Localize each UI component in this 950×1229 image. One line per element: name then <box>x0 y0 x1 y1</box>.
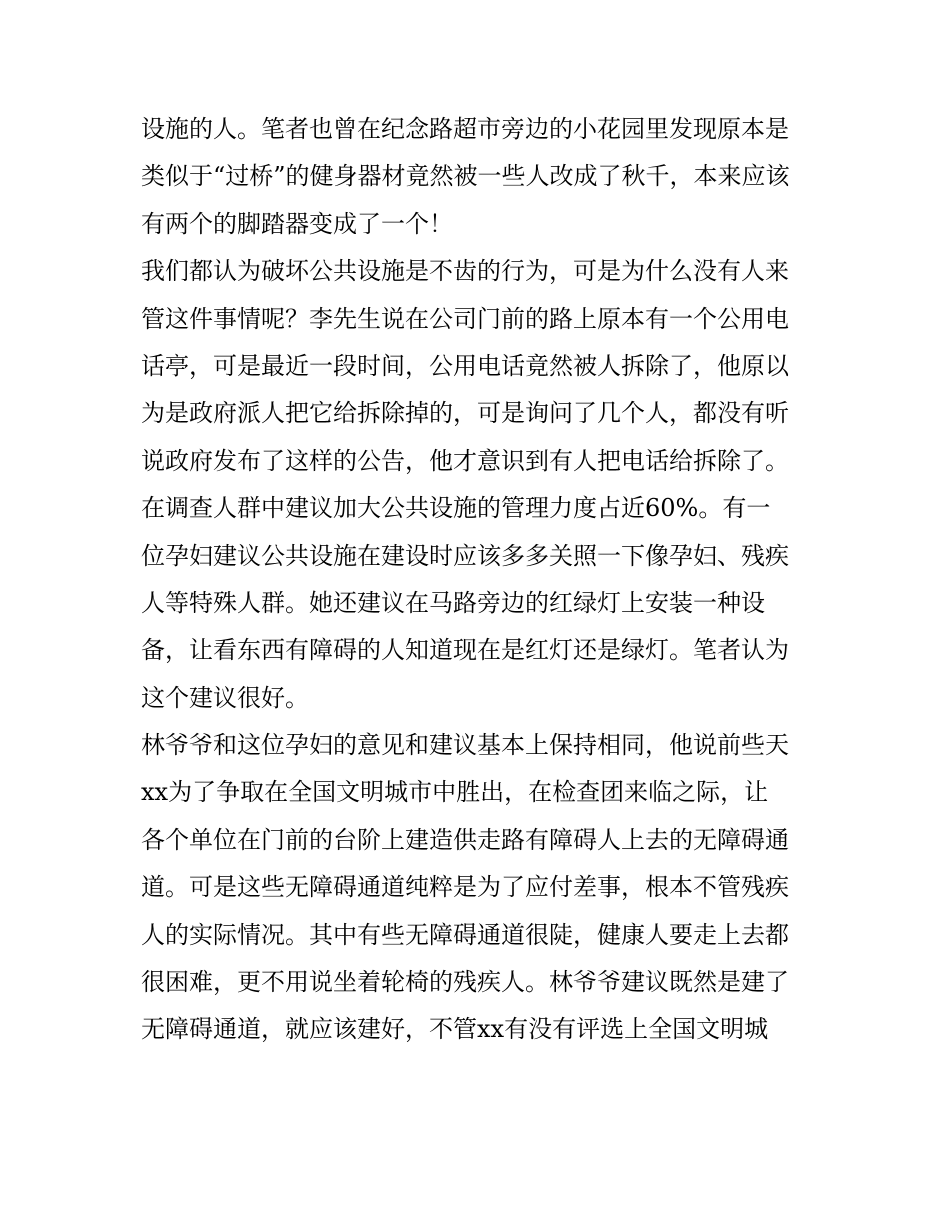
text-line: 无障碍通道，就应该建好，不管xx有没有评选上全国文明城 <box>141 1015 769 1044</box>
text-line: 有两个的脚踏器变成了一个！ <box>141 209 453 238</box>
text-line: 说政府发布了这样的公告，他才意识到有人把电话给拆除了。 <box>141 446 789 475</box>
text-line: 备，让看东西有障碍的人知道现在是红灯还是绿灯。笔者认为 <box>141 636 789 665</box>
text-line: 林爷爷和这位孕妇的意见和建议基本上保持相同，他说前些天 <box>141 731 789 760</box>
text-line: 各个单位在门前的台阶上建造供走路有障碍人上去的无障碍通 <box>141 825 789 854</box>
text-line: 这个建议很好。 <box>141 683 309 712</box>
text-line: 在调查人群中建议加大公共设施的管理力度占近60%。有一 <box>141 494 771 523</box>
text-line: 位孕妇建议公共设施在建设时应该多多关照一下像孕妇、残疾 <box>141 541 789 570</box>
text-line: 我们都认为破坏公共设施是不齿的行为，可是为什么没有人来 <box>141 257 789 286</box>
text-line: 设施的人。笔者也曾在纪念路超市旁边的小花园里发现原本是 <box>141 115 789 143</box>
text-line: 类似于“过桥”的健身器材竟然被一些人改成了秋千，本来应该 <box>141 162 790 191</box>
document-body <box>141 106 817 1054</box>
text-line: 人等特殊人群。她还建议在马路旁边的红绿灯上安装一种设 <box>141 588 765 617</box>
text-line: 为是政府派人把它给拆除掉的，可是询问了几个人，都没有听 <box>141 399 789 428</box>
text-line: 很困难，更不用说坐着轮椅的残疾人。林爷爷建议既然是建了 <box>141 968 789 997</box>
text-line: 管这件事情呢？李先生说在公司门前的路上原本有一个公用电 <box>141 304 789 333</box>
text-line: xx为了争取在全国文明城市中胜出，在检查团来临之际，让 <box>141 778 769 807</box>
text-line: 话亭，可是最近一段时间，公用电话竟然被人拆除了，他原以 <box>141 351 789 380</box>
text-line: 人的实际情况。其中有些无障碍通道很陡，健康人要走上去都 <box>141 920 789 949</box>
text-line: 道。可是这些无障碍通道纯粹是为了应付差事，根本不管残疾 <box>141 873 789 902</box>
